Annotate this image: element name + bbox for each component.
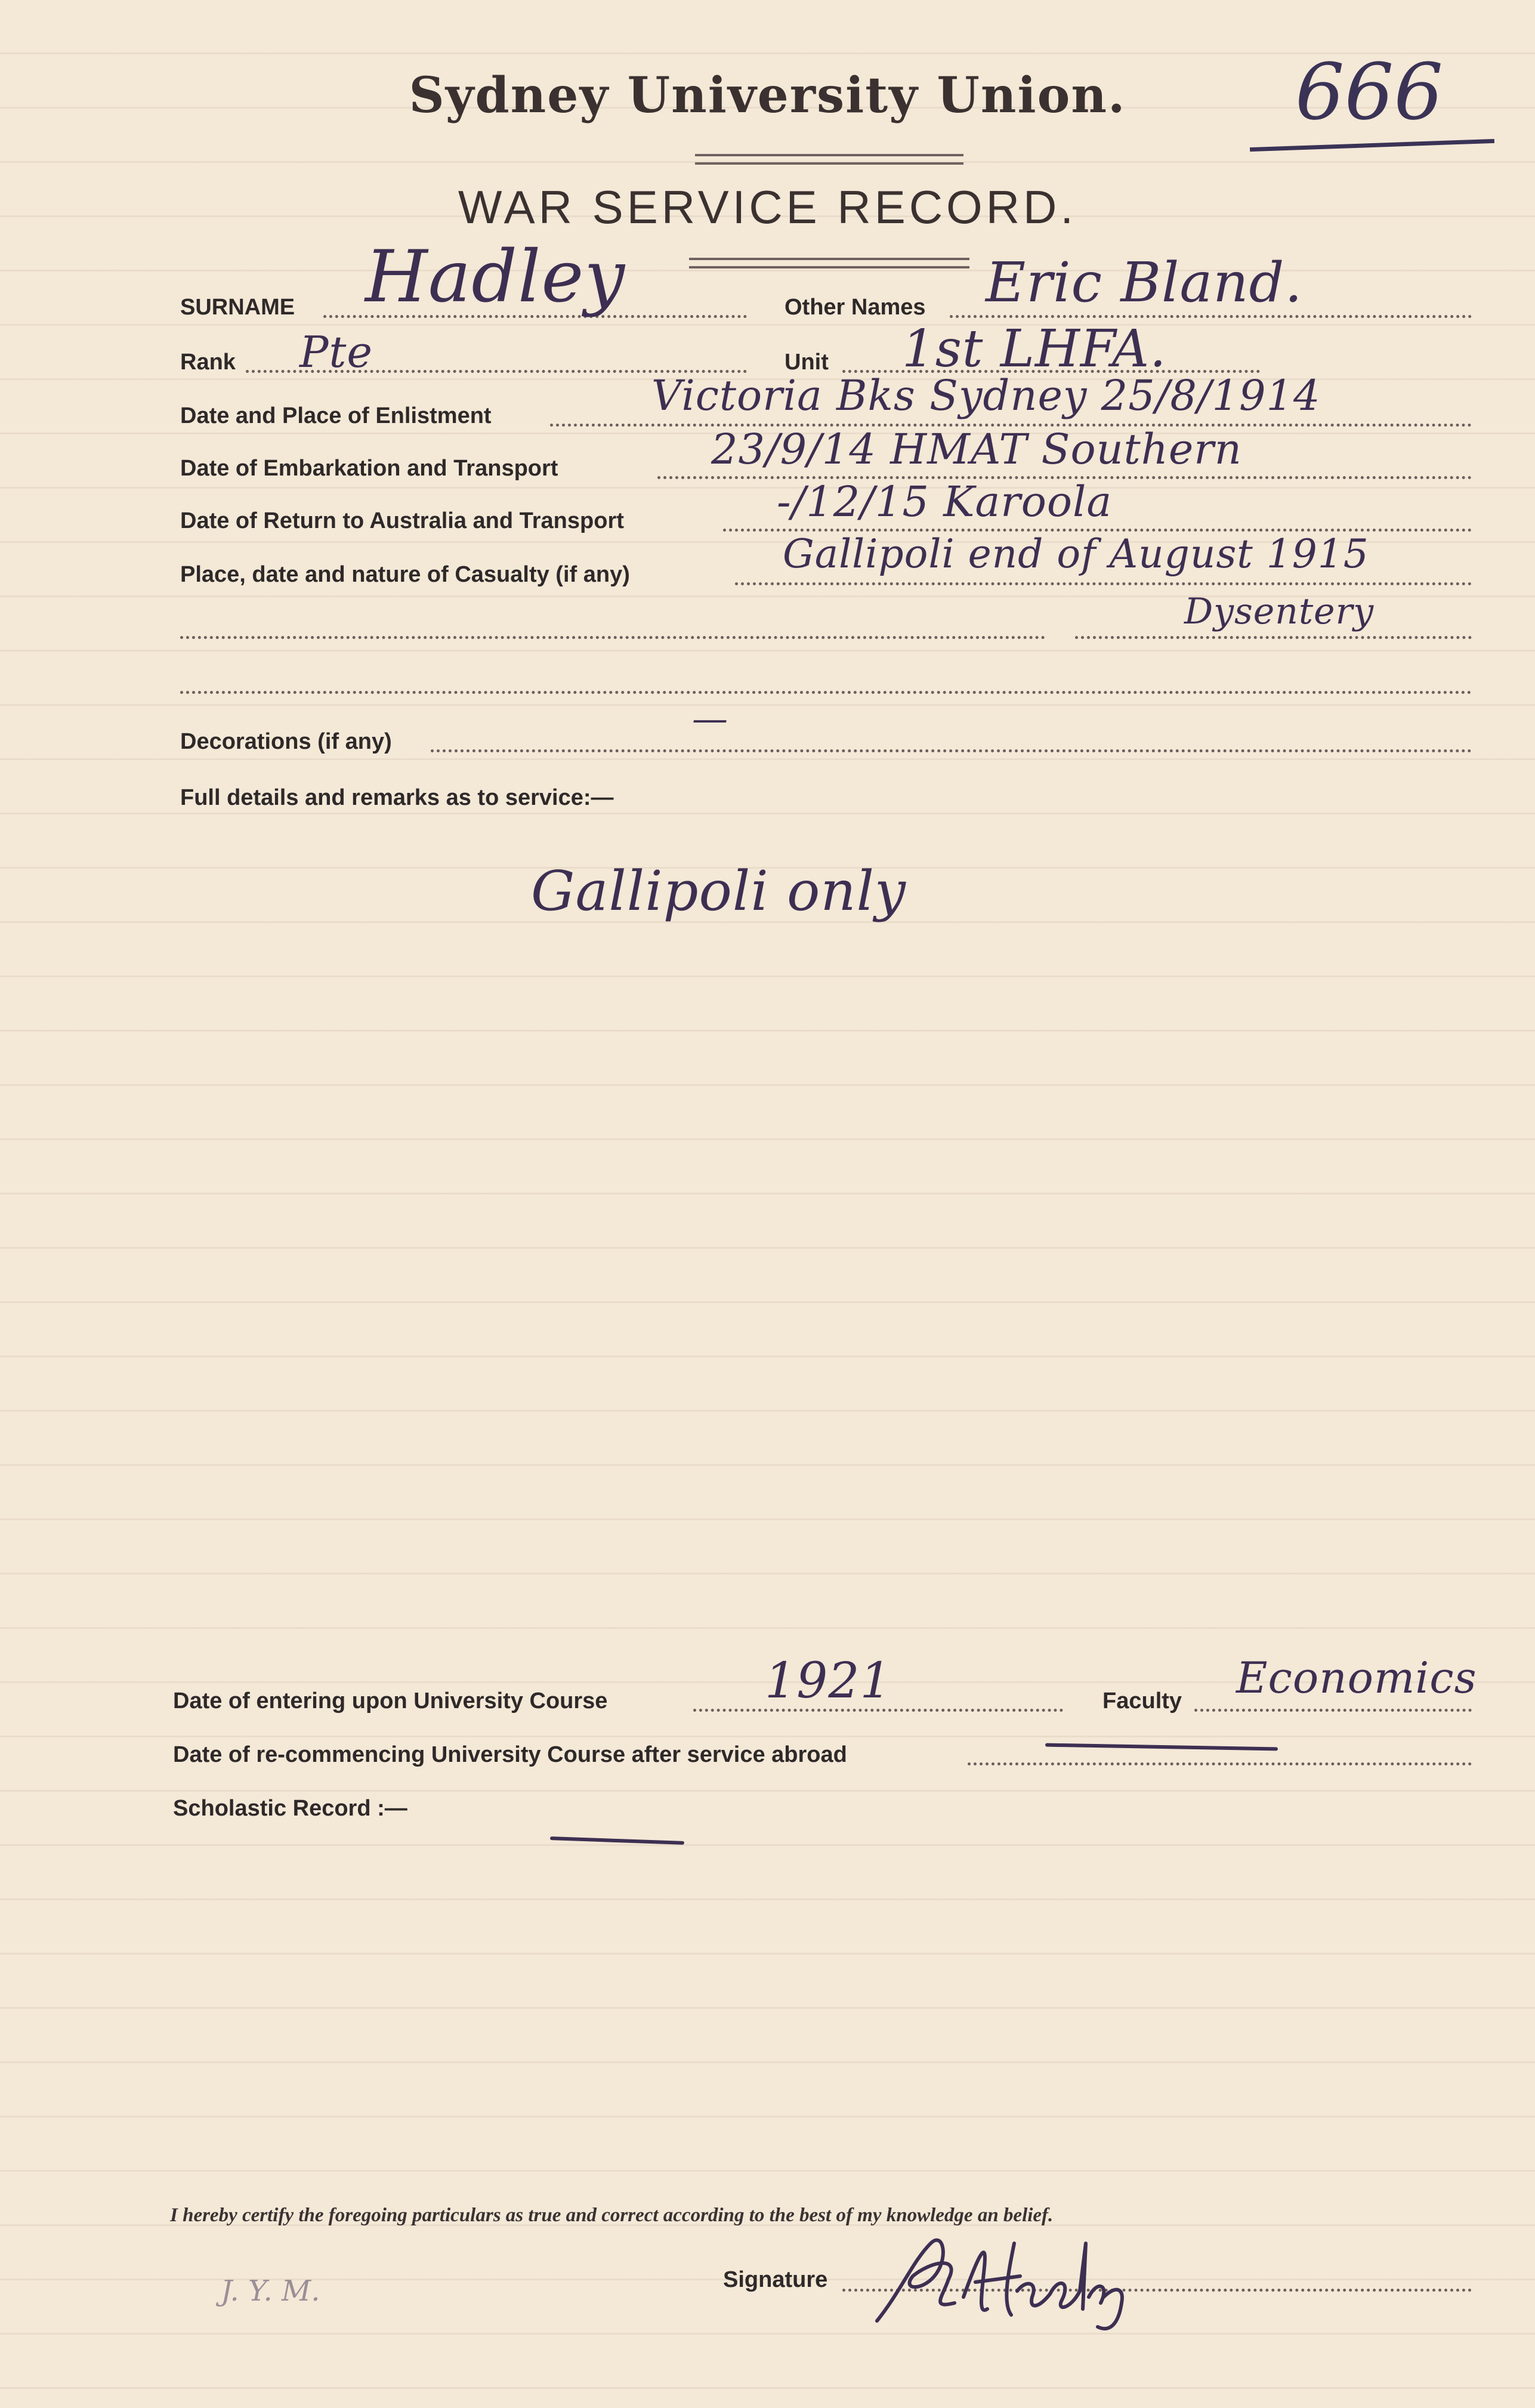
form-heading: WAR SERVICE RECORD. — [458, 181, 1077, 233]
recommencing-course-dash — [1045, 1743, 1278, 1751]
enlistment-label: Date and Place of Enlistment — [180, 403, 492, 428]
casualty-dotted-line-3 — [180, 691, 1472, 694]
surname-label: SURNAME — [180, 295, 295, 320]
other-names-label: Other Names — [785, 295, 926, 320]
entering-course-value: 1921 — [765, 1653, 892, 1709]
recommencing-course-label: Date of re-commencing University Course after service abroad — [173, 1742, 847, 1767]
casualty-value-line2: Dysentery — [1184, 591, 1375, 632]
union-title: Sydney University Union. — [409, 67, 1126, 124]
rank-value: Pte — [299, 327, 373, 377]
decorations-value: — — [692, 698, 728, 740]
embarkation-label: Date of Embarkation and Transport — [180, 456, 558, 481]
faculty-dotted-line — [1194, 1709, 1472, 1712]
casualty-dotted-line-2b — [1075, 636, 1472, 639]
recommencing-course-dotted-line — [968, 1762, 1472, 1765]
decorations-label: Decorations (if any) — [180, 729, 392, 754]
title-divider-top — [695, 154, 963, 156]
other-names-value: Eric Bland. — [986, 251, 1303, 314]
return-value: -/12/15 Karoola — [777, 477, 1113, 526]
record-number: 666 — [1295, 47, 1444, 137]
heading-divider-top — [689, 258, 969, 260]
enlistment-value: Victoria Bks Sydney 25/8/1914 — [651, 371, 1321, 420]
casualty-label: Place, date and nature of Casualty (if any) — [180, 562, 630, 587]
decorations-dotted-line — [431, 749, 1472, 752]
surname-value: Hadley — [365, 236, 626, 319]
entering-course-label: Date of entering upon University Course — [173, 1688, 608, 1714]
faculty-value: Economics — [1236, 1653, 1477, 1703]
remarks-label: Full details and remarks as to service:— — [180, 785, 614, 810]
embarkation-value: 23/9/14 HMAT Southern — [711, 425, 1242, 474]
signature-image — [859, 2219, 1169, 2339]
casualty-dotted-line-2a — [180, 636, 1045, 639]
heading-divider-bottom — [689, 266, 969, 268]
certification-statement: I hereby certify the foregoing particulars as true and correct according to the best of my knowledge an belief. — [170, 2205, 1054, 2226]
title-divider-bottom — [695, 162, 963, 165]
unit-value: 1st LHFA. — [902, 319, 1167, 379]
faculty-label: Faculty — [1102, 1688, 1182, 1714]
casualty-value: Gallipoli end of August 1915 — [783, 531, 1369, 577]
scholastic-record-label: Scholastic Record :— — [173, 1796, 407, 1821]
scholastic-record-dash — [550, 1836, 684, 1845]
other-names-dotted-line — [950, 315, 1472, 318]
clerk-initials: J. Y. M. — [221, 2274, 320, 2308]
unit-label: Unit — [785, 350, 829, 375]
return-label: Date of Return to Australia and Transport — [180, 508, 624, 533]
casualty-dotted-line — [735, 582, 1472, 585]
record-number-underline — [1250, 139, 1494, 152]
signature-label: Signature — [723, 2267, 828, 2292]
remarks-value: Gallipoli only — [531, 859, 907, 923]
rank-label: Rank — [180, 350, 236, 375]
